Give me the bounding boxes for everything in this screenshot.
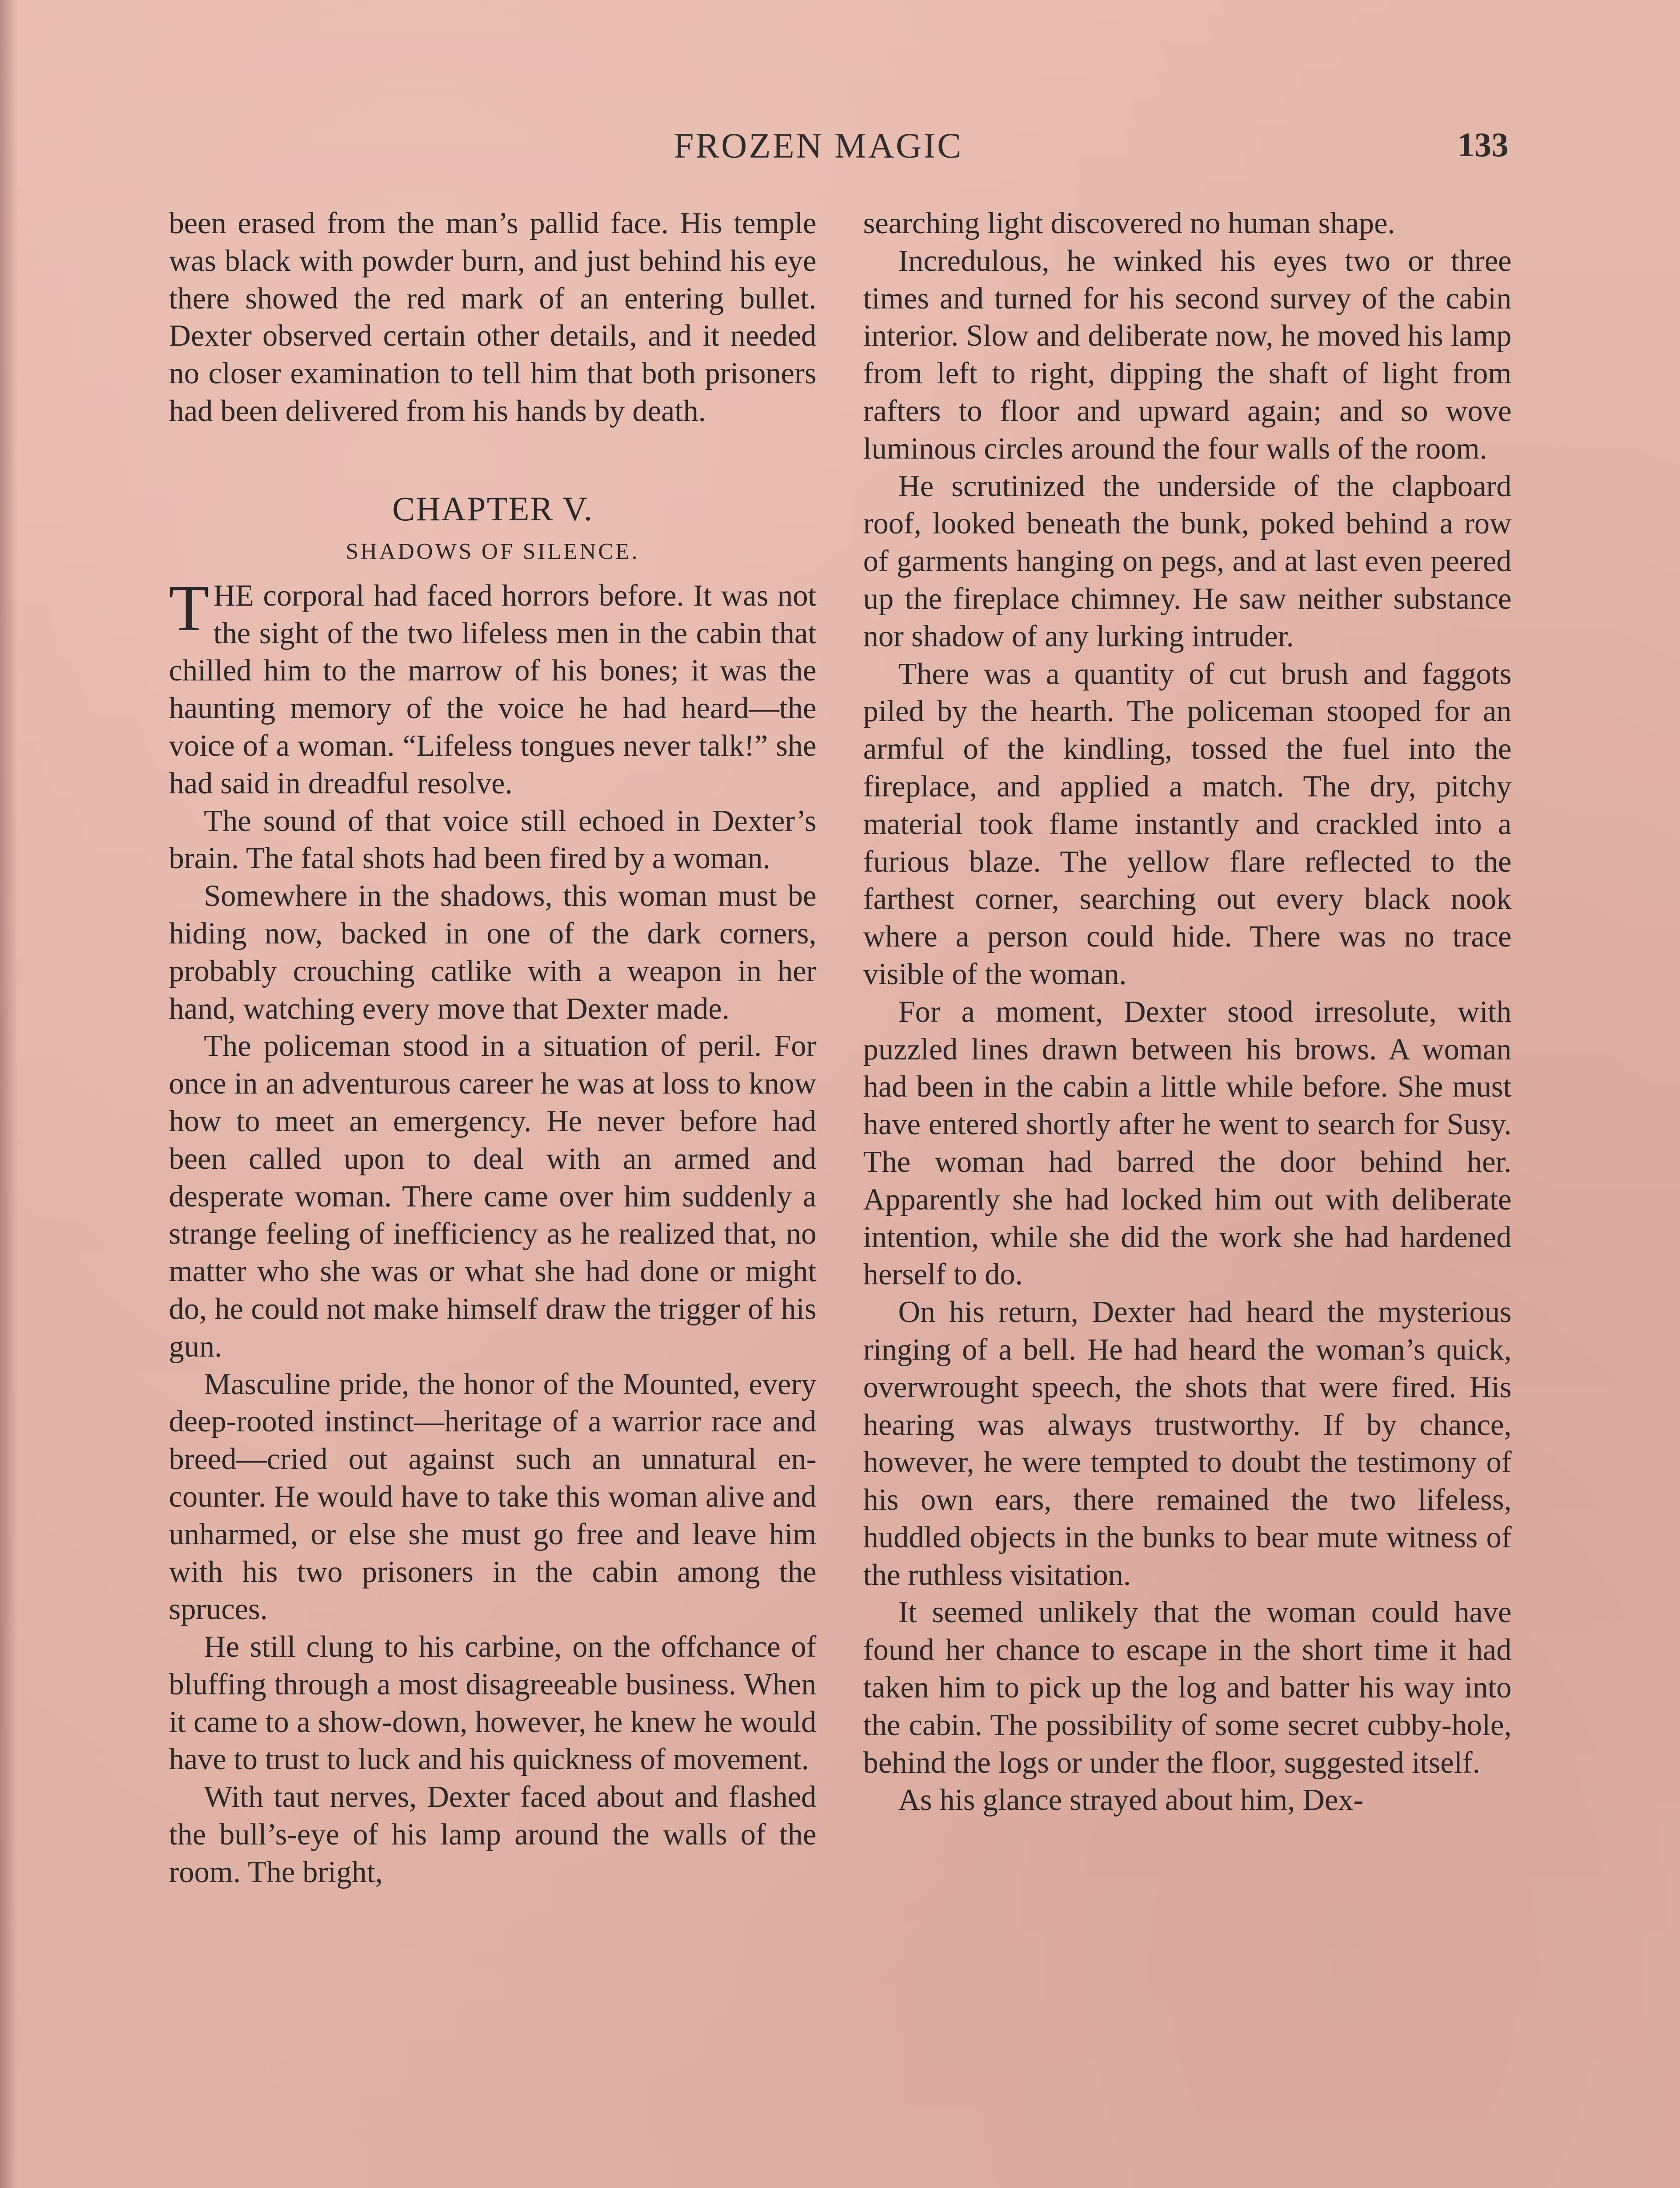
paragraph-text: HE corporal had faced horrors before. It was not the sight of the two lifeless men in the cabin that chilled him to the marrow of his bones; it was the haunting memory of the voice he had heard—the voice of a woman. “Lifeless tongues never talk!” she had said in dreadful resolve.	[169, 579, 816, 800]
paragraph: Masculine pride, the honor of the Mounted, every deep-rooted instinct—heritage of a warrior race and breed—cried out against such an unnatural encounter. He would have to take this woman alive and unharmed, or else she must go free and leave him with his two prisoners in the cabin among the spruces.	[169, 1367, 816, 1627]
paragraph: He scrutinized the underside of the clapboard roof, looked beneath the bunk, poked behind a row of garments hanging on pegs, and at last even peered up the fireplace chimney. He saw neither substance nor shadow of any lurking intruder.	[863, 469, 1512, 653]
paragraph: It seemed unlikely that the woman could have found her chance to escape in the short time it had taken him to pick up the log and batter his way into the cabin. The possibility of some secret cubby-hole, behind the logs or under the floor, suggested itself.	[863, 1595, 1512, 1780]
running-header	[0, 125, 1680, 173]
paragraph: The sound of that voice still echoed in Dexter’s brain. The fatal shots had been fired by a woman.	[169, 804, 816, 876]
chapter-subtitle: SHADOWS OF SILENCE.	[346, 539, 640, 564]
page-number: 133	[1457, 126, 1508, 164]
paragraph: searching light discovered no human shape.	[863, 207, 1395, 240]
dropcap-paragraph	[169, 572, 816, 803]
paragraph: As his glance strayed about him, Dex-	[898, 1783, 1364, 1817]
paragraph: The policeman stood in a situation of peril. For once in an adventurous career he was at loss to know how to meet an emergency. He never before had been called upon to deal with an armed and desperate woman. There came over him suddenly a strange feeling of inefficiency as he realized that, no matter who she was or what she had done or might do, he could not make himself draw the trigger of his gun.	[169, 1029, 816, 1364]
paragraph: On his return, Dexter had heard the mysterious ringing of a bell. He had heard the woman’s quick, overwrought speech, the shots that were fired. His hearing was always trustworthy. If by chance, however, he were tempted to doubt the testimony of his own ears, there remained the two lifeless, huddled objects in the bunks to bear mute witness of the ruthless visitation.	[863, 1295, 1512, 1592]
paragraph: Incredulous, he winked his eyes two or three times and turned for his second survey of the cabin interior. Slow and deliberate now, he moved his lamp from left to right, dipping the shaft of light from rafters to floor and upward again; and so wove luminous circles around the four walls of the room.	[863, 244, 1512, 466]
drop-cap: T	[169, 572, 209, 645]
chapter-heading: CHAPTER V.	[392, 489, 593, 528]
paragraph: With taut nerves, Dexter faced about and flashed the bull’s-eye of his lamp around the walls of the room. The bright,	[169, 1780, 816, 1889]
right-column	[863, 205, 1512, 1819]
paragraph: been erased from the man’s pallid face. His temple was black with powder burn, and just behind his eye there showed the red mark of an entering bullet. Dexter observed certain other details, and it needed no closer examination to tell him that both prisoners had been delivered from his hands by death.	[169, 207, 816, 428]
running-title: FROZEN MAGIC	[674, 126, 963, 165]
left-column	[169, 205, 816, 1891]
page-edge-shadow	[0, 0, 18, 2188]
paragraph: Somewhere in the shadows, this woman must be hiding now, backed in one of the dark corners, probably crouching catlike with a weapon in her hand, watching every move that Dexter made.	[169, 879, 816, 1026]
paragraph: He still clung to his carbine, on the offchance of bluffing through a most disagreeable business. When it came to a show-down, however, he knew he would have to trust to luck and his quickness of movement.	[169, 1630, 816, 1777]
paragraph: There was a quantity of cut brush and faggots piled by the hearth. The policeman stooped for an armful of the kindling, tossed the fuel into the fireplace, and applied a match. The dry, pitchy material took flame instantly and crackled into a furious blaze. The yellow flare reflected to the farthest corner, searching out every black nook where a person could hide. There was no trace visible of the woman.	[863, 657, 1512, 991]
paragraph: For a moment, Dexter stood irresolute, with puzzled lines drawn between his brows. A woman had been in the cabin a little while before. She must have entered shortly after he went to search for Susy. The woman had barred the door behind her. Apparently she had locked him out with deliberate intention, while she did the work she had hardened herself to do.	[863, 995, 1512, 1292]
